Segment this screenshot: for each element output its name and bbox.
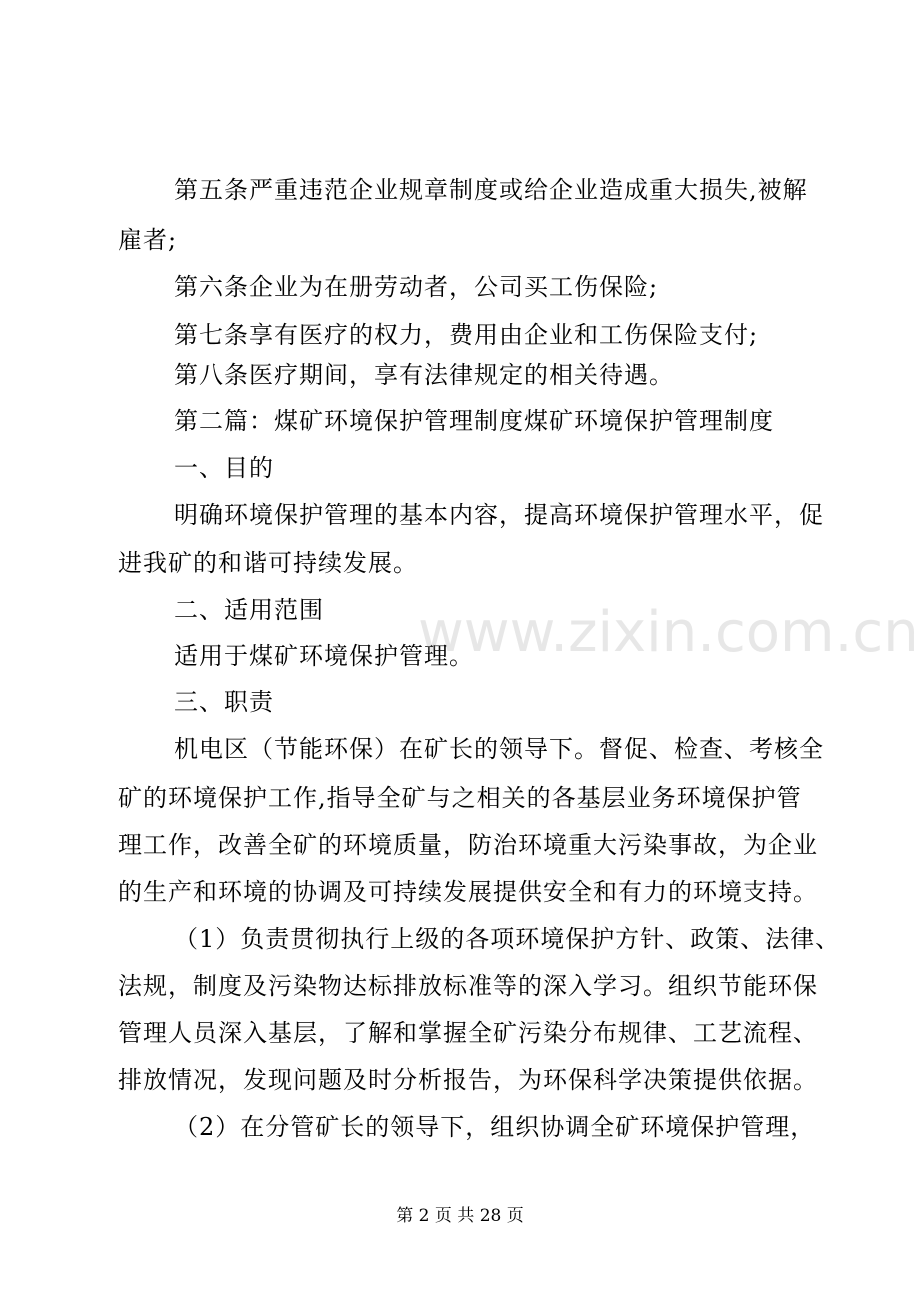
section-heading: 二、适用范围 <box>174 596 324 624</box>
paragraph-line: （2）在分管矿长的领导下，组织协调全矿环境保护管理， <box>174 1113 816 1141</box>
paragraph-line: 适用于煤矿环境保护管理。 <box>174 642 474 670</box>
paragraph-line: 进我矿的和谐可持续发展。 <box>118 549 418 577</box>
paragraph-line: 法规，制度及污染物达标排放标准等的深入学习。组织节能环保 <box>118 972 818 1000</box>
paragraph-line: 雇者; <box>118 226 178 254</box>
section-heading: 三、职责 <box>174 688 274 716</box>
paragraph-line: 的生产和环境的协调及可持续发展提供安全和有力的环境支持。 <box>118 878 818 906</box>
watermark: www.zixin.com.cn <box>418 600 919 665</box>
section-heading: 一、目的 <box>174 454 274 482</box>
paragraph-line: 矿的环境保护工作,指导全矿与之相关的各基层业务环境保护管 <box>118 784 802 812</box>
paragraph-line: 第八条医疗期间，享有法律规定的相关待遇。 <box>174 361 674 389</box>
paragraph-line: 第五条严重违范企业规章制度或给企业造成重大损失,被解 <box>174 176 808 204</box>
paragraph-line: （1）负责贯彻执行上级的各项环境保护方针、政策、法律、 <box>174 925 841 953</box>
paragraph-line: 排放情况，发现问题及时分析报告，为环保科学决策提供依据。 <box>118 1066 818 1094</box>
paragraph-line: 管理人员深入基层，了解和掌握全矿污染分布规律、工艺流程、 <box>118 1019 818 1047</box>
page-number-footer: 第 2 页 共 28 页 <box>396 1206 524 1226</box>
paragraph-line: 第七条享有医疗的权力，费用由企业和工伤保险支付; <box>174 321 759 349</box>
section-heading: 第二篇：煤矿环境保护管理制度煤矿环境保护管理制度 <box>174 407 774 435</box>
paragraph-line: 机电区（节能环保）在矿长的领导下。督促、检查、考核全 <box>174 735 824 763</box>
paragraph-line: 第六条企业为在册劳动者，公司买工伤保险; <box>174 273 659 301</box>
paragraph-line: 明确环境保护管理的基本内容，提高环境保护管理水平，促 <box>174 501 824 529</box>
paragraph-line: 理工作，改善全矿的环境质量，防治环境重大污染事故，为企业 <box>118 831 818 859</box>
